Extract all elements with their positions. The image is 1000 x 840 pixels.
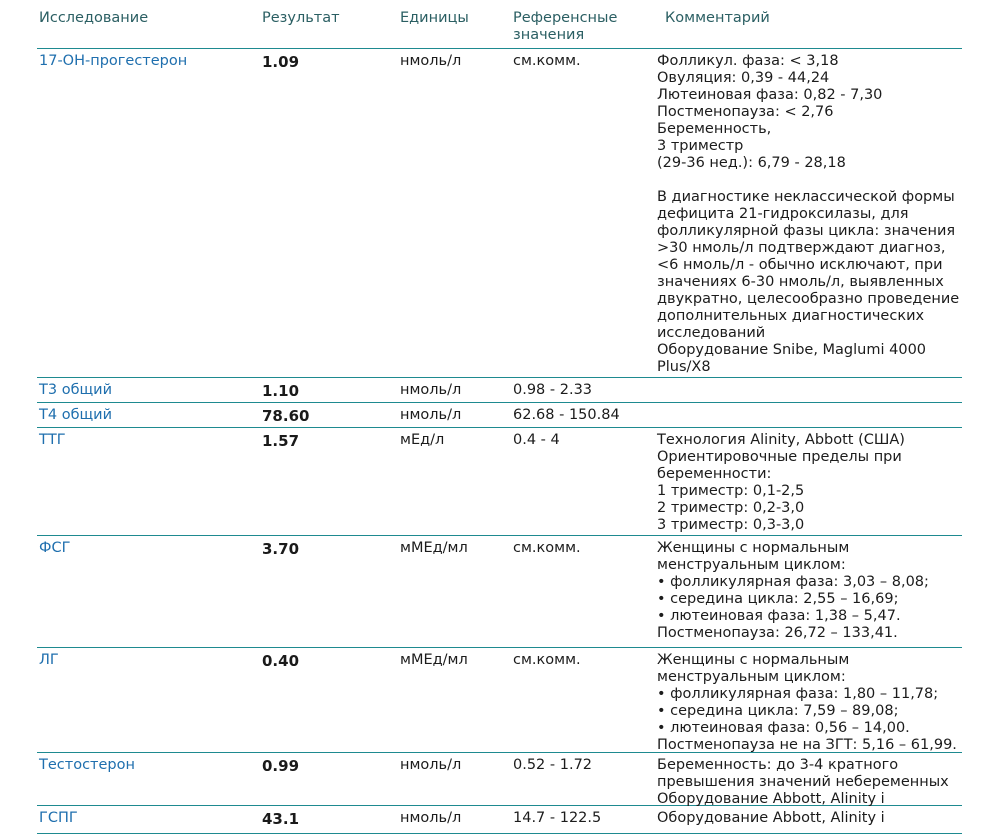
comment-line: значениях 6-30 нмоль/л, выявленных — [657, 274, 944, 290]
comment-line: Фолликул. фаза: < 3,18 — [657, 53, 839, 69]
comment-line: 1 триместр: 0,1-2,5 — [657, 483, 805, 499]
comment-line: фолликулярной фазы цикла: значения — [657, 223, 956, 239]
test-name: Т3 общий — [39, 382, 113, 398]
comment-line: превышения значений небеременных — [657, 774, 949, 790]
test-name: ЛГ — [39, 652, 59, 668]
test-result: 1.10 — [262, 382, 300, 400]
header-name: Исследование — [39, 10, 149, 26]
comment-line: Ориентировочные пределы при — [657, 449, 902, 465]
comment-line: Оборудование Abbott, Alinity i — [657, 791, 885, 807]
comment-line: двукратно, целесообразно проведение — [657, 291, 960, 307]
test-reference: см.комм. — [513, 652, 581, 668]
table-row — [37, 49, 962, 378]
test-result: 3.70 — [262, 540, 300, 558]
header-reference-line2: значения — [513, 27, 585, 43]
test-units: нмоль/л — [400, 757, 462, 773]
comment-line: Женщины с нормальным — [657, 540, 850, 556]
comment-line: Женщины с нормальным — [657, 652, 850, 668]
test-comment — [657, 757, 962, 808]
comment-line: 3 триместр — [657, 138, 744, 154]
comment-line: Оборудование Snibe, Maglumi 4000 — [657, 342, 927, 358]
table-row — [37, 806, 962, 834]
comment-line: В диагностике неклассической формы — [657, 189, 955, 205]
comment-line: Беременность: до 3-4 кратного — [657, 757, 899, 773]
test-units: мМЕд/мл — [400, 540, 468, 556]
test-units: мЕд/л — [400, 432, 445, 448]
test-result: 1.09 — [262, 53, 300, 71]
test-units: нмоль/л — [400, 407, 462, 423]
comment-line: дополнительных диагностических — [657, 308, 925, 324]
test-reference: 0.52 - 1.72 — [513, 757, 593, 773]
test-name: ФСГ — [39, 540, 71, 556]
test-comment — [657, 432, 962, 534]
test-result: 43.1 — [262, 810, 300, 828]
comment-line: Технология Alinity, Abbott (США) — [657, 432, 905, 448]
comment-line: менструальным циклом: — [657, 669, 846, 685]
comment-line: • фолликулярная фаза: 1,80 – 11,78; — [657, 686, 939, 702]
comment-line: исследований — [657, 325, 766, 341]
test-reference: см.комм. — [513, 53, 581, 69]
header-comment: Комментарий — [665, 10, 770, 26]
comment-line: Plus/X8 — [657, 359, 711, 375]
comment-line: • середина цикла: 2,55 – 16,69; — [657, 591, 899, 607]
comment-line: • середина цикла: 7,59 – 89,08; — [657, 703, 899, 719]
test-reference: 0.4 - 4 — [513, 432, 560, 448]
table-row — [37, 403, 962, 428]
header-reference — [513, 10, 617, 44]
test-name: 17-ОН-прогестерон — [39, 53, 188, 69]
test-comment — [657, 810, 962, 827]
test-result: 0.99 — [262, 757, 300, 775]
table-row — [37, 428, 962, 536]
comment-line: • лютеиновая фаза: 0,56 – 14,00. — [657, 720, 910, 736]
test-reference: см.комм. — [513, 540, 581, 556]
lab-results-table — [37, 0, 962, 834]
comment-line: 2 триместр: 0,2-3,0 — [657, 500, 805, 516]
header-reference-line1: Референсные — [513, 10, 618, 26]
test-name: ГСПГ — [39, 810, 78, 826]
comment-line: (29-36 нед.): 6,79 - 28,18 — [657, 155, 846, 171]
table-header — [37, 0, 962, 49]
comment-line: беременности: — [657, 466, 772, 482]
table-row — [37, 536, 962, 648]
comment-line: 3 триместр: 0,3-3,0 — [657, 517, 805, 533]
test-result: 0.40 — [262, 652, 300, 670]
test-reference: 14.7 - 122.5 — [513, 810, 602, 826]
comment-line: Постменопауза: 26,72 – 133,41. — [657, 625, 898, 641]
comment-line: • лютеиновая фаза: 1,38 – 5,47. — [657, 608, 901, 624]
test-units: нмоль/л — [400, 810, 462, 826]
test-reference: 62.68 - 150.84 — [513, 407, 620, 423]
table-row — [37, 648, 962, 753]
table-row — [37, 753, 962, 806]
comment-line: <6 нмоль/л - обычно исключают, при — [657, 257, 943, 273]
test-name: Тестостерон — [39, 757, 135, 773]
test-comment — [657, 652, 962, 754]
test-units: нмоль/л — [400, 53, 462, 69]
comment-line: Постменопауза не на ЗГТ: 5,16 – 61,99. — [657, 737, 957, 753]
header-units: Единицы — [400, 10, 469, 26]
comment-line: Овуляция: 0,39 - 44,24 — [657, 70, 830, 86]
comment-line: менструальным циклом: — [657, 557, 846, 573]
table-row — [37, 378, 962, 403]
comment-line: Беременность, — [657, 121, 772, 137]
header-result: Результат — [262, 10, 340, 26]
test-reference: 0.98 - 2.33 — [513, 382, 593, 398]
test-comment — [657, 540, 962, 642]
test-comment — [657, 53, 962, 376]
comment-line: • фолликулярная фаза: 3,03 – 8,08; — [657, 574, 929, 590]
test-result: 78.60 — [262, 407, 310, 425]
comment-line: >30 нмоль/л подтверждают диагноз, — [657, 240, 946, 256]
comment-line: Оборудование Abbott, Alinity i — [657, 810, 885, 826]
test-units: нмоль/л — [400, 382, 462, 398]
comment-line — [657, 172, 962, 189]
test-name: ТТГ — [39, 432, 66, 448]
test-result: 1.57 — [262, 432, 300, 450]
comment-line: Постменопауза: < 2,76 — [657, 104, 834, 120]
test-units: мМЕд/мл — [400, 652, 468, 668]
test-name: Т4 общий — [39, 407, 113, 423]
comment-line: Лютеиновая фаза: 0,82 - 7,30 — [657, 87, 883, 103]
table-body — [37, 49, 962, 834]
comment-line: дефицита 21-гидроксилазы, для — [657, 206, 909, 222]
